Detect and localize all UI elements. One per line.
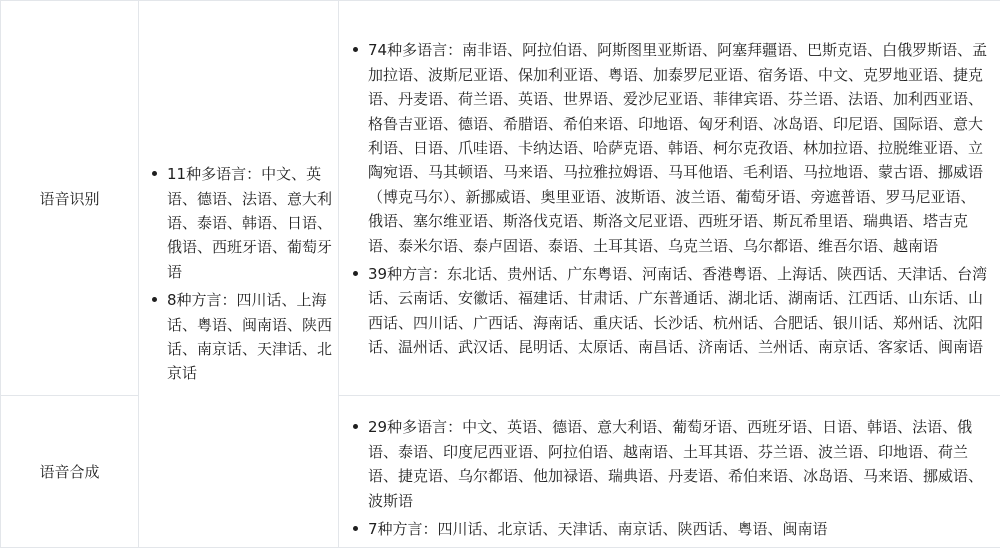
- row-label-tts: 语音合成: [1, 396, 139, 548]
- table-row-asr: [1, 1, 1000, 396]
- list-item-dialects: 8种方言：四川话、上海话、粤语、闽南语、陕西话、南京话、天津话、北京话: [149, 288, 338, 386]
- tts-detail-list: [339, 415, 1000, 541]
- list-item-tts-multilingual: 29种多语言：中文、英语、德语、意大利语、葡萄牙语、西班牙语、日语、韩语、法语、俄语、泰语、印度尼西亚语、阿拉伯语、越南语、土耳其语、芬兰语、波兰语、印地语、荷兰语、捷克语、乌尔都语、他加禄语、瑞典语、丹麦语、希伯来语、冰岛语、马来语、挪威语、波斯语: [350, 415, 990, 513]
- languages-cell: [139, 1, 339, 548]
- list-item-tts-dialects: 7种方言：四川话、北京话、天津话、南京话、陕西话、粤语、闽南语: [350, 517, 990, 541]
- list-item-asr-multilingual: 74种多语言：南非语、阿拉伯语、阿斯图里亚斯语、阿塞拜疆语、巴斯克语、白俄罗斯语、孟加拉语、波斯尼亚语、保加利亚语、粤语、加泰罗尼亚语、宿务语、中文、克罗地亚语、捷克语、丹麦语、荷兰语、英语、世界语、爱沙尼亚语、菲律宾语、芬兰语、法语、加利西亚语、格鲁吉亚语、德语、希腊语、希伯来语、印地语、匈牙利语、冰岛语、印尼语、国际语、意大利语、日语、爪哇语、卡纳达语、哈萨克语、韩语、柯尔克孜语、林加拉语、拉脱维亚语、立陶宛语、马其顿语、马来语、马拉雅拉姆语、马耳他语、毛利语、马拉地语、蒙古语、挪威语（博克马尔）、新挪威语、奥里亚语、波斯语、波兰语、葡萄牙语、旁遮普语、罗马尼亚语、俄语、塞尔维亚语、斯洛伐克语、斯洛文尼亚语、西班牙语、斯瓦希里语、瑞典语、塔吉克语、泰米尔语、泰卢固语、泰语、土耳其语、乌克兰语、乌尔都语、维吾尔语、越南语: [350, 38, 990, 258]
- row-label-asr: 语音识别: [1, 1, 139, 396]
- list-item-asr-dialects: 39种方言：东北话、贵州话、广东粤语、河南话、香港粤语、上海话、陕西话、天津话、台湾话、云南话、安徽话、福建话、甘肃话、广东普通话、湖北话、湖南话、江西话、山东话、山西话、四川话、广西话、海南话、重庆话、长沙话、杭州话、合肥话、银川话、郑州话、沈阳话、温州话、武汉话、昆明话、太原话、南昌话、济南话、兰州话、南京话、客家话、闽南语: [350, 262, 990, 360]
- tts-detail-cell: [339, 396, 1000, 548]
- asr-detail-list: [339, 38, 1000, 359]
- asr-detail-cell: [339, 1, 1000, 396]
- list-item-multilingual: 11种多语言：中文、英语、德语、法语、意大利语、泰语、韩语、日语、俄语、西班牙语、葡萄牙语: [149, 162, 338, 284]
- languages-list: [139, 162, 338, 386]
